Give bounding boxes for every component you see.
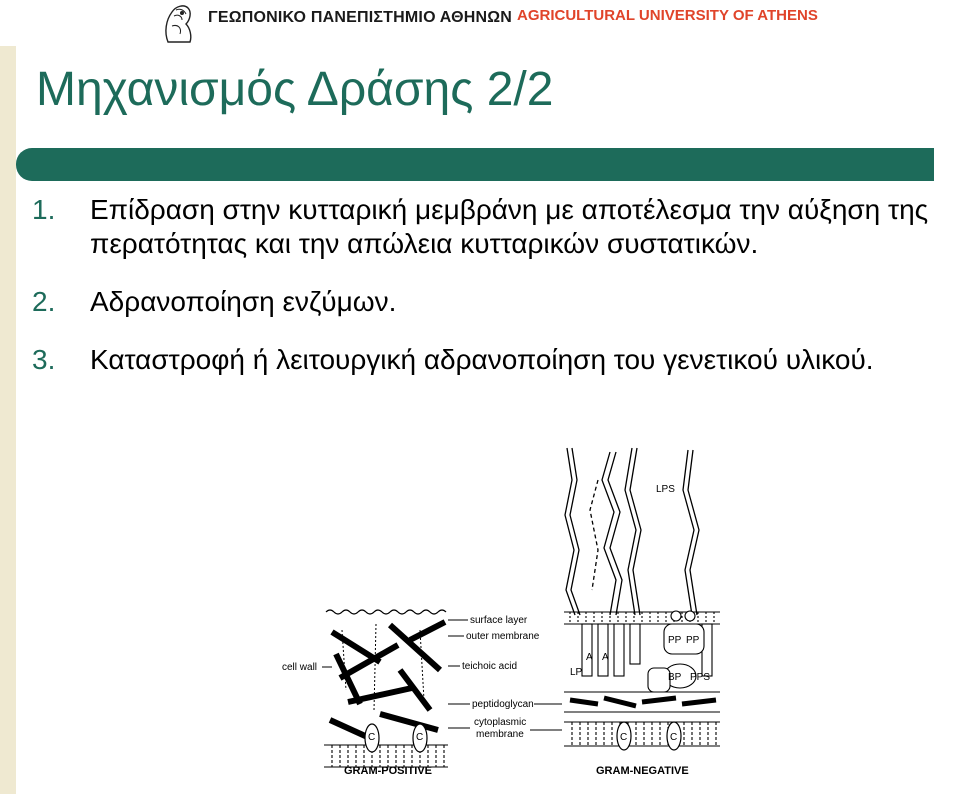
cytoplasmic-label: cytoplasmic: [474, 717, 527, 728]
outer-membrane-label: outer membrane: [466, 631, 540, 642]
university-name-english-box: [513, 4, 822, 28]
a-label: A: [602, 652, 609, 663]
university-emblem-icon: [160, 2, 200, 44]
lps-label: LPS: [656, 484, 675, 495]
list-item-number: 1.: [32, 194, 56, 225]
university-name-english: AGRICULTURAL UNIVERSITY OF ATHENS: [517, 7, 818, 24]
list-item-text: Επίδραση στην κυτταρική μεμβράνη με αποτέλεσμα την αύξηση της περατότητας και την απώλεια κυτταρικών συστατικών.: [90, 194, 929, 259]
lp-label: LP: [570, 667, 583, 678]
gram-positive-caption: GRAM-POSITIVE: [344, 765, 433, 777]
university-name-greek: ΓΕΩΠΟΝΙΚΟ ΠΑΝΕΠΙΣΤΗΜΙΟ ΑΘΗΝΩΝ: [208, 9, 513, 26]
gram-negative-caption: GRAM-NEGATIVE: [596, 765, 689, 777]
lps-chains: [565, 448, 699, 615]
pps-label: PPS: [690, 672, 711, 683]
teichoic-acid-label: teichoic acid: [462, 661, 518, 672]
cell-wall-diagram: [280, 440, 725, 785]
c-label: C: [416, 732, 424, 743]
slide-title: Μηχανισμός Δράσης 2/2: [36, 63, 554, 116]
list-item-number: 2.: [32, 286, 56, 317]
a-label: A: [586, 652, 593, 663]
list-item: [32, 285, 957, 319]
membrane-label: membrane: [476, 729, 524, 740]
slide-body: [32, 193, 957, 377]
cell-wall-label: cell wall: [282, 662, 318, 673]
side-decoration: [0, 0, 16, 794]
c-label: C: [620, 732, 628, 743]
peptidoglycan-label: peptidoglycan: [472, 699, 534, 710]
list-item-text: Καταστροφή ή λειτουργική αδρανοποίηση του γενετικού υλικού.: [90, 344, 874, 375]
header: [0, 0, 960, 46]
list-item: [32, 343, 957, 377]
bp-label: BP: [668, 672, 682, 683]
gram-positive-wall: [324, 610, 448, 767]
pp-label: PP: [668, 635, 682, 646]
c-label: C: [368, 732, 376, 743]
list-item-number: 3.: [32, 344, 56, 375]
list-item-text: Αδρανοποίηση ενζύμων.: [90, 286, 397, 317]
surface-layer-label: surface layer: [470, 615, 528, 626]
title-underline-bar: [16, 148, 934, 181]
pp-label: PP: [686, 635, 700, 646]
list-item: [32, 193, 957, 261]
c-label: C: [670, 732, 678, 743]
